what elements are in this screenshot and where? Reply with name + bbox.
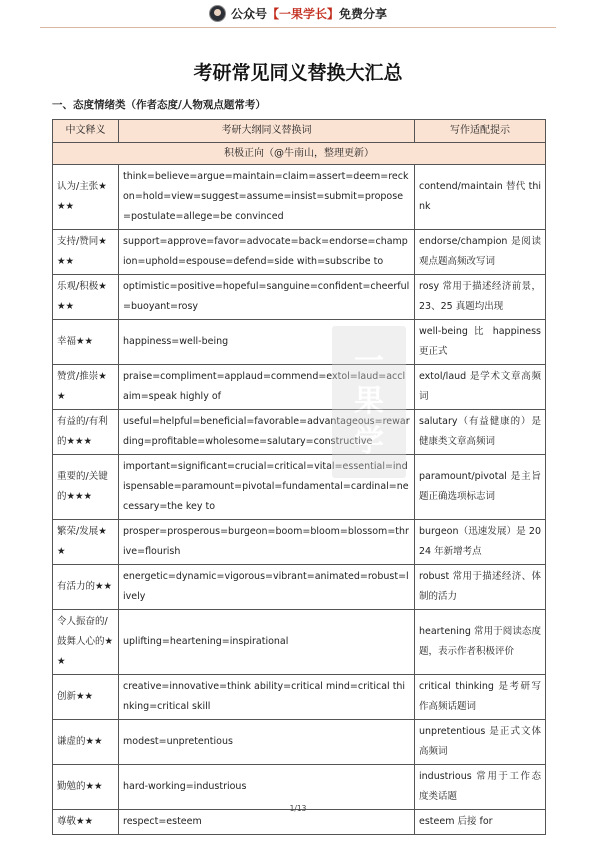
cell-synonyms: prosper=prosperous=burgeon=boom=bloom=blossom=thrive=flourish xyxy=(119,520,415,565)
table-row xyxy=(53,675,546,720)
top-banner xyxy=(40,0,556,28)
brand-suffix: 免费分享 xyxy=(339,7,388,21)
cell-writing-tip: esteem 后接 for xyxy=(415,810,546,835)
category-band xyxy=(53,143,546,165)
cell-writing-tip: rosy 常用于描述经济前景，23、25 真题均出现 xyxy=(415,275,546,320)
table-row xyxy=(53,275,546,320)
cell-writing-tip: critical thinking 是考研写作高频话题词 xyxy=(415,675,546,720)
brand-prefix: 公众号 xyxy=(230,7,267,21)
synonym-table xyxy=(52,119,546,835)
table-row xyxy=(53,520,546,565)
category-band-label: 积极正向（@牛南山，整理更新） xyxy=(53,143,546,165)
table-row xyxy=(53,810,546,835)
cell-chinese-meaning: 尊敬★★ xyxy=(53,810,119,835)
table-row xyxy=(53,320,546,365)
brand-line xyxy=(231,5,387,22)
cell-synonyms: think=believe=argue=maintain=claim=assert=deem=reckon=hold=view=suggest=assume=insist=submit=propose=postulate=allege=be convinced xyxy=(119,165,415,230)
watermark-glyph-2: 果 xyxy=(354,384,384,419)
table-row xyxy=(53,165,546,230)
cell-writing-tip: unpretentious 是正式文体高频词 xyxy=(415,720,546,765)
cell-synonyms: creative=innovative=think ability=critical mind=critical thinking=critical skill xyxy=(119,675,415,720)
cell-chinese-meaning: 乐观/积极★★★ xyxy=(53,275,119,320)
cell-synonyms: optimistic=positive=hopeful=sanguine=confident=cheerful=buoyant=rosy xyxy=(119,275,415,320)
cell-writing-tip: heartening 常用于阅读态度题，表示作者积极评价 xyxy=(415,610,546,675)
table-row xyxy=(53,720,546,765)
watermark-seal xyxy=(332,326,406,478)
cell-writing-tip: paramount/pivotal 是主旨题正确选项标志词 xyxy=(415,455,546,520)
cell-writing-tip: well-being 比 happiness 更正式 xyxy=(415,320,546,365)
table-row xyxy=(53,565,546,610)
cell-chinese-meaning: 有益的/有利的★★★ xyxy=(53,410,119,455)
section-heading: 一、态度情绪类（作者态度/人物观点题常考） xyxy=(52,99,266,111)
table-header-row xyxy=(53,120,546,143)
cell-chinese-meaning: 谦虚的★★ xyxy=(53,720,119,765)
avatar-icon xyxy=(209,5,226,22)
cell-writing-tip: endorse/champion 是阅读观点题高频改写词 xyxy=(415,230,546,275)
cell-chinese-meaning: 创新★★ xyxy=(53,675,119,720)
header-synonyms: 考研大纲同义替换词 xyxy=(119,120,415,143)
page-number: 1/13 xyxy=(289,804,307,813)
cell-synonyms: support=approve=favor=advocate=back=endorse=champion=uphold=espouse=defend=side with=subscribe to xyxy=(119,230,415,275)
table-row xyxy=(53,365,546,410)
cell-synonyms: happiness=well-being xyxy=(119,320,415,365)
cell-chinese-meaning: 有活力的★★ xyxy=(53,565,119,610)
brand-name: 【一果学长】 xyxy=(266,7,339,21)
cell-synonyms: uplifting=heartening=inspirational xyxy=(119,610,415,675)
cell-chinese-meaning: 重要的/关键的★★★ xyxy=(53,455,119,520)
cell-chinese-meaning: 认为/主张★★★ xyxy=(53,165,119,230)
cell-chinese-meaning: 勤勉的★★ xyxy=(53,765,119,810)
header-chinese-meaning: 中文释义 xyxy=(53,120,119,143)
table-row xyxy=(53,455,546,520)
cell-writing-tip: burgeon（迅速发展）是 2024 年新增考点 xyxy=(415,520,546,565)
table-row xyxy=(53,610,546,675)
cell-synonyms: energetic=dynamic=vigorous=vibrant=animated=robust=lively xyxy=(119,565,415,610)
cell-chinese-meaning: 令人振奋的/鼓舞人心的★★ xyxy=(53,610,119,675)
cell-synonyms: useful=helpful=beneficial=favorable=advantageous=rewarding=profitable=wholesome=salutary=constructive xyxy=(119,410,415,455)
cell-synonyms: important=significant=crucial=critical=vital=essential=indispensable=paramount=pivotal=fundamental=cardinal=necessary=the key to xyxy=(119,455,415,520)
page-title: 考研常见同义替换大汇总 xyxy=(193,62,403,84)
table-row xyxy=(53,765,546,810)
cell-writing-tip: contend/maintain 替代 think xyxy=(415,165,546,230)
watermark-glyph-1: 一 xyxy=(354,344,384,379)
cell-chinese-meaning: 支持/赞同★★★ xyxy=(53,230,119,275)
cell-synonyms: hard-working=industrious xyxy=(119,765,415,810)
cell-writing-tip: industrious 常用于工作态度类话题 xyxy=(415,765,546,810)
watermark-glyph-3: 学 xyxy=(354,424,384,459)
cell-synonyms: praise=compliment=applaud=commend=extol=laud=acclaim=speak highly of xyxy=(119,365,415,410)
cell-synonyms: respect=esteem xyxy=(119,810,415,835)
cell-writing-tip: extol/laud 是学术文章高频词 xyxy=(415,365,546,410)
header-writing-tip: 写作适配提示 xyxy=(415,120,546,143)
cell-writing-tip: salutary（有益健康的）是健康类文章高频词 xyxy=(415,410,546,455)
cell-chinese-meaning: 赞赏/推崇★★ xyxy=(53,365,119,410)
cell-synonyms: modest=unpretentious xyxy=(119,720,415,765)
cell-chinese-meaning: 幸福★★ xyxy=(53,320,119,365)
cell-chinese-meaning: 繁荣/发展★★ xyxy=(53,520,119,565)
cell-writing-tip: robust 常用于描述经济、体制的活力 xyxy=(415,565,546,610)
table-row xyxy=(53,410,546,455)
table-row xyxy=(53,230,546,275)
